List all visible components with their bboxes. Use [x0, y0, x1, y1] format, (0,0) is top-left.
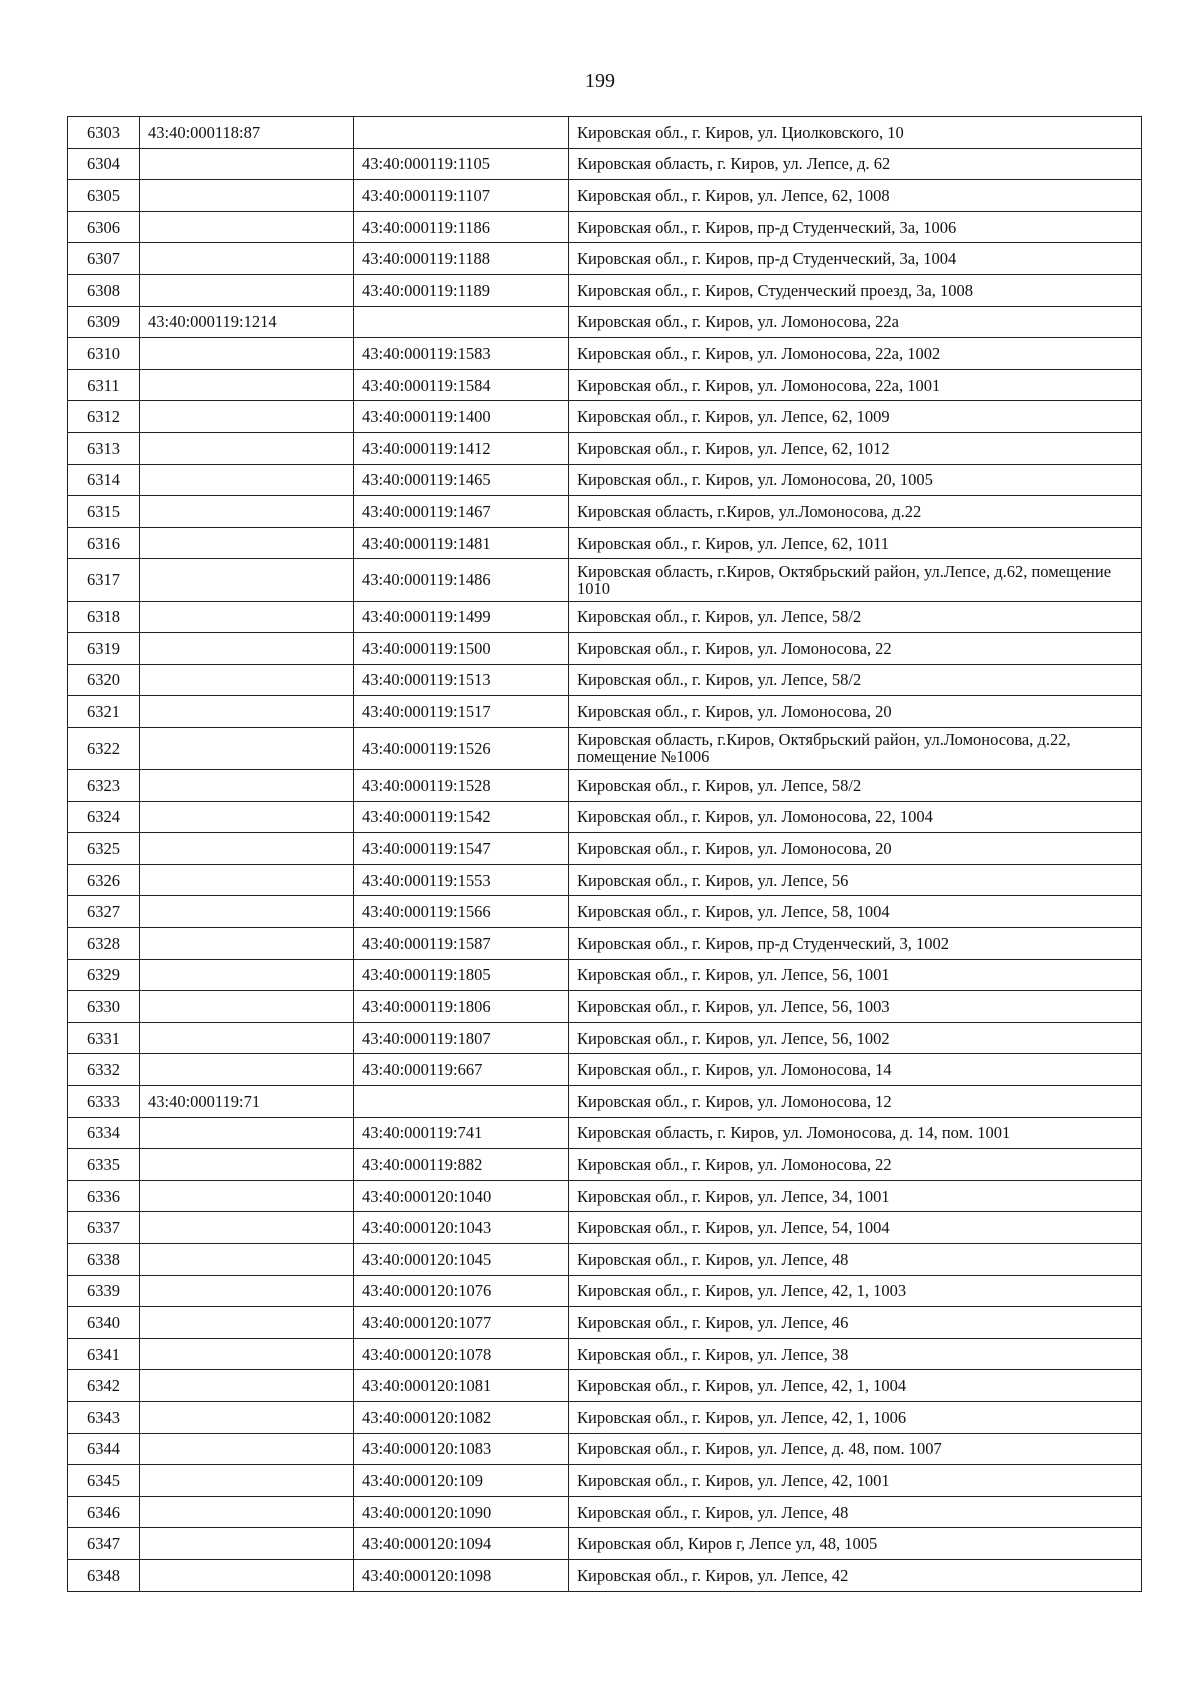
table-row	[68, 432, 1142, 464]
object-cadastral-number-cell: 43:40:000120:1043	[354, 1212, 569, 1244]
row-number-cell: 6329	[68, 959, 140, 991]
land-cadastral-number-cell	[140, 1149, 354, 1181]
row-number-cell: 6322	[68, 727, 140, 769]
address-cell: Кировская обл., г. Киров, ул. Циолковского, 10	[569, 117, 1142, 149]
land-cadastral-number-cell	[140, 180, 354, 212]
object-cadastral-number-cell: 43:40:000119:882	[354, 1149, 569, 1181]
address-cell: Кировская обл., г. Киров, ул. Лепсе, 62, 1011	[569, 527, 1142, 559]
row-number-cell: 6318	[68, 601, 140, 633]
table-row	[68, 1180, 1142, 1212]
address-cell: Кировская обл., г. Киров, ул. Ломоносова, 20, 1005	[569, 464, 1142, 496]
address-cell: Кировская обл., г. Киров, ул. Лепсе, 42, 1001	[569, 1465, 1142, 1497]
land-cadastral-number-cell	[140, 464, 354, 496]
address-cell: Кировская обл., г. Киров, ул. Лепсе, 42, 1, 1004	[569, 1370, 1142, 1402]
row-number-cell: 6306	[68, 211, 140, 243]
address-cell: Кировская обл., г. Киров, ул. Лепсе, д. 48, пом. 1007	[569, 1433, 1142, 1465]
land-cadastral-number-cell	[140, 1370, 354, 1402]
land-cadastral-number-cell: 43:40:000119:1214	[140, 306, 354, 338]
row-number-cell: 6348	[68, 1559, 140, 1591]
address-cell: Кировская обл., г. Киров, ул. Ломоносова, 22а	[569, 306, 1142, 338]
address-cell: Кировская обл., г. Киров, Студенческий проезд, 3а, 1008	[569, 274, 1142, 306]
table-row	[68, 1338, 1142, 1370]
address-cell: Кировская обл., г. Киров, ул. Ломоносова, 22а, 1001	[569, 369, 1142, 401]
land-cadastral-number-cell	[140, 1465, 354, 1497]
row-number-cell: 6336	[68, 1180, 140, 1212]
row-number-cell: 6323	[68, 770, 140, 802]
land-cadastral-number-cell	[140, 1496, 354, 1528]
table-row	[68, 1022, 1142, 1054]
object-cadastral-number-cell: 43:40:000119:1806	[354, 991, 569, 1023]
row-number-cell: 6334	[68, 1117, 140, 1149]
address-cell: Кировская область, г.Киров, Октябрьский район, ул.Ломоносова, д.22, помещение №1006	[569, 727, 1142, 769]
object-cadastral-number-cell: 43:40:000120:1081	[354, 1370, 569, 1402]
object-cadastral-number-cell: 43:40:000119:1583	[354, 338, 569, 370]
table-row	[68, 1149, 1142, 1181]
row-number-cell: 6344	[68, 1433, 140, 1465]
land-cadastral-number-cell	[140, 496, 354, 528]
table-row	[68, 1307, 1142, 1339]
address-cell: Кировская обл., г. Киров, ул. Лепсе, 58/2	[569, 601, 1142, 633]
object-cadastral-number-cell: 43:40:000120:1094	[354, 1528, 569, 1560]
table-row	[68, 559, 1142, 601]
address-cell: Кировская область, г. Киров, ул. Ломоносова, д. 14, пом. 1001	[569, 1117, 1142, 1149]
table-row	[68, 1086, 1142, 1118]
land-cadastral-number-cell	[140, 727, 354, 769]
row-number-cell: 6338	[68, 1243, 140, 1275]
row-number-cell: 6333	[68, 1086, 140, 1118]
table-row	[68, 117, 1142, 149]
object-cadastral-number-cell: 43:40:000119:1584	[354, 369, 569, 401]
row-number-cell: 6308	[68, 274, 140, 306]
land-cadastral-number-cell	[140, 959, 354, 991]
address-cell: Кировская обл., г. Киров, ул. Ломоносова, 14	[569, 1054, 1142, 1086]
address-cell: Кировская обл., г. Киров, ул. Ломоносова, 22	[569, 633, 1142, 665]
table-row	[68, 1370, 1142, 1402]
row-number-cell: 6337	[68, 1212, 140, 1244]
land-cadastral-number-cell	[140, 559, 354, 601]
land-cadastral-number-cell	[140, 1559, 354, 1591]
object-cadastral-number-cell: 43:40:000119:1412	[354, 432, 569, 464]
object-cadastral-number-cell: 43:40:000119:1188	[354, 243, 569, 275]
row-number-cell: 6305	[68, 180, 140, 212]
object-cadastral-number-cell: 43:40:000119:1486	[354, 559, 569, 601]
row-number-cell: 6314	[68, 464, 140, 496]
object-cadastral-number-cell: 43:40:000119:741	[354, 1117, 569, 1149]
row-number-cell: 6327	[68, 896, 140, 928]
table-row	[68, 180, 1142, 212]
land-cadastral-number-cell	[140, 338, 354, 370]
object-cadastral-number-cell	[354, 306, 569, 338]
object-cadastral-number-cell: 43:40:000120:1045	[354, 1243, 569, 1275]
table-row	[68, 991, 1142, 1023]
land-cadastral-number-cell	[140, 401, 354, 433]
table-row	[68, 369, 1142, 401]
address-cell: Кировская область, г.Киров, Октябрьский район, ул.Лепсе, д.62, помещение 1010	[569, 559, 1142, 601]
row-number-cell: 6331	[68, 1022, 140, 1054]
table-row	[68, 1401, 1142, 1433]
land-cadastral-number-cell	[140, 664, 354, 696]
page-number: 199	[585, 70, 615, 92]
object-cadastral-number-cell: 43:40:000119:1587	[354, 928, 569, 960]
address-cell: Кировская обл., г. Киров, ул. Лепсе, 56, 1001	[569, 959, 1142, 991]
land-cadastral-number-cell	[140, 833, 354, 865]
row-number-cell: 6310	[68, 338, 140, 370]
table-row	[68, 243, 1142, 275]
object-cadastral-number-cell	[354, 1086, 569, 1118]
table-row	[68, 1054, 1142, 1086]
table-row	[68, 664, 1142, 696]
land-cadastral-number-cell	[140, 1054, 354, 1086]
table-row	[68, 601, 1142, 633]
row-number-cell: 6311	[68, 369, 140, 401]
land-cadastral-number-cell	[140, 1243, 354, 1275]
land-cadastral-number-cell	[140, 1433, 354, 1465]
row-number-cell: 6345	[68, 1465, 140, 1497]
address-cell: Кировская обл., г. Киров, ул. Лепсе, 48	[569, 1496, 1142, 1528]
row-number-cell: 6304	[68, 148, 140, 180]
row-number-cell: 6342	[68, 1370, 140, 1402]
table-row	[68, 1243, 1142, 1275]
row-number-cell: 6326	[68, 864, 140, 896]
land-cadastral-number-cell	[140, 1401, 354, 1433]
land-cadastral-number-cell	[140, 1117, 354, 1149]
land-cadastral-number-cell: 43:40:000119:71	[140, 1086, 354, 1118]
address-cell: Кировская область, г.Киров, ул.Ломоносова, д.22	[569, 496, 1142, 528]
address-cell: Кировская обл., г. Киров, ул. Ломоносова, 22	[569, 1149, 1142, 1181]
table-row	[68, 696, 1142, 728]
object-cadastral-number-cell: 43:40:000119:1105	[354, 148, 569, 180]
address-cell: Кировская обл., г. Киров, ул. Лепсе, 58/2	[569, 770, 1142, 802]
table-row	[68, 1465, 1142, 1497]
object-cadastral-number-cell: 43:40:000120:1082	[354, 1401, 569, 1433]
table-row	[68, 833, 1142, 865]
table-row	[68, 727, 1142, 769]
address-cell: Кировская обл., г. Киров, ул. Лепсе, 42, 1, 1003	[569, 1275, 1142, 1307]
land-cadastral-number-cell	[140, 1212, 354, 1244]
address-cell: Кировская обл., г. Киров, ул. Лепсе, 56	[569, 864, 1142, 896]
row-number-cell: 6341	[68, 1338, 140, 1370]
object-cadastral-number-cell: 43:40:000119:1107	[354, 180, 569, 212]
land-cadastral-number-cell	[140, 369, 354, 401]
object-cadastral-number-cell: 43:40:000120:1098	[354, 1559, 569, 1591]
table-row	[68, 928, 1142, 960]
address-cell: Кировская обл, Киров г, Лепсе ул, 48, 1005	[569, 1528, 1142, 1560]
land-cadastral-number-cell	[140, 928, 354, 960]
object-cadastral-number-cell: 43:40:000119:1189	[354, 274, 569, 306]
land-cadastral-number-cell	[140, 527, 354, 559]
table-row	[68, 148, 1142, 180]
row-number-cell: 6340	[68, 1307, 140, 1339]
land-cadastral-number-cell	[140, 148, 354, 180]
address-cell: Кировская обл., г. Киров, ул. Лепсе, 58/2	[569, 664, 1142, 696]
land-cadastral-number-cell	[140, 991, 354, 1023]
row-number-cell: 6346	[68, 1496, 140, 1528]
object-cadastral-number-cell: 43:40:000119:1500	[354, 633, 569, 665]
table-row	[68, 1275, 1142, 1307]
table-body	[68, 117, 1142, 1592]
object-cadastral-number-cell: 43:40:000119:1499	[354, 601, 569, 633]
object-cadastral-number-cell: 43:40:000119:1553	[354, 864, 569, 896]
land-cadastral-number-cell	[140, 801, 354, 833]
object-cadastral-number-cell: 43:40:000120:1090	[354, 1496, 569, 1528]
row-number-cell: 6321	[68, 696, 140, 728]
land-cadastral-number-cell	[140, 211, 354, 243]
row-number-cell: 6303	[68, 117, 140, 149]
row-number-cell: 6316	[68, 527, 140, 559]
address-cell: Кировская обл., г. Киров, ул. Лепсе, 56, 1002	[569, 1022, 1142, 1054]
address-cell: Кировская обл., г. Киров, пр-д Студенческий, 3а, 1004	[569, 243, 1142, 275]
land-cadastral-number-cell	[140, 243, 354, 275]
land-cadastral-number-cell	[140, 1338, 354, 1370]
land-cadastral-number-cell	[140, 1275, 354, 1307]
row-number-cell: 6313	[68, 432, 140, 464]
table-row	[68, 401, 1142, 433]
address-cell: Кировская обл., г. Киров, ул. Лепсе, 62, 1012	[569, 432, 1142, 464]
row-number-cell: 6319	[68, 633, 140, 665]
address-cell: Кировская обл., г. Киров, ул. Лепсе, 58, 1004	[569, 896, 1142, 928]
table-row	[68, 1559, 1142, 1591]
land-cadastral-number-cell	[140, 896, 354, 928]
object-cadastral-number-cell: 43:40:000119:1547	[354, 833, 569, 865]
address-cell: Кировская обл., г. Киров, ул. Лепсе, 56, 1003	[569, 991, 1142, 1023]
table-row	[68, 464, 1142, 496]
address-cell: Кировская обл., г. Киров, ул. Лепсе, 38	[569, 1338, 1142, 1370]
row-number-cell: 6307	[68, 243, 140, 275]
object-cadastral-number-cell: 43:40:000119:667	[354, 1054, 569, 1086]
address-cell: Кировская обл., г. Киров, ул. Лепсе, 34, 1001	[569, 1180, 1142, 1212]
table-row	[68, 1433, 1142, 1465]
object-cadastral-number-cell: 43:40:000119:1465	[354, 464, 569, 496]
object-cadastral-number-cell: 43:40:000119:1467	[354, 496, 569, 528]
table-row	[68, 633, 1142, 665]
table-row	[68, 527, 1142, 559]
land-cadastral-number-cell	[140, 274, 354, 306]
address-cell: Кировская область, г. Киров, ул. Лепсе, д. 62	[569, 148, 1142, 180]
address-cell: Кировская обл., г. Киров, ул. Лепсе, 48	[569, 1243, 1142, 1275]
object-cadastral-number-cell: 43:40:000119:1805	[354, 959, 569, 991]
row-number-cell: 6343	[68, 1401, 140, 1433]
object-cadastral-number-cell: 43:40:000120:109	[354, 1465, 569, 1497]
cadastral-table	[67, 116, 1142, 1592]
address-cell: Кировская обл., г. Киров, ул. Ломоносова, 20	[569, 833, 1142, 865]
address-cell: Кировская обл., г. Киров, ул. Ломоносова, 20	[569, 696, 1142, 728]
table-row	[68, 770, 1142, 802]
table-row	[68, 338, 1142, 370]
object-cadastral-number-cell: 43:40:000120:1077	[354, 1307, 569, 1339]
row-number-cell: 6325	[68, 833, 140, 865]
table-row	[68, 896, 1142, 928]
object-cadastral-number-cell: 43:40:000119:1807	[354, 1022, 569, 1054]
address-cell: Кировская обл., г. Киров, ул. Ломоносова, 22а, 1002	[569, 338, 1142, 370]
object-cadastral-number-cell: 43:40:000119:1566	[354, 896, 569, 928]
address-cell: Кировская обл., г. Киров, ул. Ломоносова, 22, 1004	[569, 801, 1142, 833]
row-number-cell: 6312	[68, 401, 140, 433]
address-cell: Кировская обл., г. Киров, ул. Лепсе, 54, 1004	[569, 1212, 1142, 1244]
row-number-cell: 6324	[68, 801, 140, 833]
table-row	[68, 1496, 1142, 1528]
land-cadastral-number-cell	[140, 1307, 354, 1339]
land-cadastral-number-cell: 43:40:000118:87	[140, 117, 354, 149]
row-number-cell: 6309	[68, 306, 140, 338]
address-cell: Кировская обл., г. Киров, пр-д Студенческий, 3а, 1006	[569, 211, 1142, 243]
address-cell: Кировская обл., г. Киров, ул. Лепсе, 42, 1, 1006	[569, 1401, 1142, 1433]
land-cadastral-number-cell	[140, 633, 354, 665]
table-row	[68, 1528, 1142, 1560]
address-cell: Кировская обл., г. Киров, ул. Лепсе, 42	[569, 1559, 1142, 1591]
object-cadastral-number-cell: 43:40:000119:1400	[354, 401, 569, 433]
row-number-cell: 6330	[68, 991, 140, 1023]
object-cadastral-number-cell: 43:40:000120:1076	[354, 1275, 569, 1307]
table-row	[68, 306, 1142, 338]
row-number-cell: 6328	[68, 928, 140, 960]
object-cadastral-number-cell: 43:40:000120:1040	[354, 1180, 569, 1212]
object-cadastral-number-cell: 43:40:000119:1186	[354, 211, 569, 243]
row-number-cell: 6317	[68, 559, 140, 601]
object-cadastral-number-cell: 43:40:000120:1083	[354, 1433, 569, 1465]
row-number-cell: 6320	[68, 664, 140, 696]
table-row	[68, 211, 1142, 243]
row-number-cell: 6347	[68, 1528, 140, 1560]
object-cadastral-number-cell: 43:40:000119:1481	[354, 527, 569, 559]
object-cadastral-number-cell	[354, 117, 569, 149]
land-cadastral-number-cell	[140, 432, 354, 464]
row-number-cell: 6335	[68, 1149, 140, 1181]
object-cadastral-number-cell: 43:40:000119:1542	[354, 801, 569, 833]
table-row	[68, 801, 1142, 833]
land-cadastral-number-cell	[140, 1022, 354, 1054]
table-row	[68, 959, 1142, 991]
land-cadastral-number-cell	[140, 864, 354, 896]
address-cell: Кировская обл., г. Киров, ул. Ломоносова, 12	[569, 1086, 1142, 1118]
address-cell: Кировская обл., г. Киров, ул. Лепсе, 62, 1008	[569, 180, 1142, 212]
object-cadastral-number-cell: 43:40:000120:1078	[354, 1338, 569, 1370]
table-row	[68, 864, 1142, 896]
table-row	[68, 1117, 1142, 1149]
table-row	[68, 1212, 1142, 1244]
address-cell: Кировская обл., г. Киров, пр-д Студенческий, 3, 1002	[569, 928, 1142, 960]
address-cell: Кировская обл., г. Киров, ул. Лепсе, 46	[569, 1307, 1142, 1339]
row-number-cell: 6315	[68, 496, 140, 528]
land-cadastral-number-cell	[140, 601, 354, 633]
table-row	[68, 274, 1142, 306]
object-cadastral-number-cell: 43:40:000119:1513	[354, 664, 569, 696]
land-cadastral-number-cell	[140, 770, 354, 802]
object-cadastral-number-cell: 43:40:000119:1517	[354, 696, 569, 728]
land-cadastral-number-cell	[140, 1180, 354, 1212]
land-cadastral-number-cell	[140, 696, 354, 728]
land-cadastral-number-cell	[140, 1528, 354, 1560]
row-number-cell: 6332	[68, 1054, 140, 1086]
address-cell: Кировская обл., г. Киров, ул. Лепсе, 62, 1009	[569, 401, 1142, 433]
table-row	[68, 496, 1142, 528]
row-number-cell: 6339	[68, 1275, 140, 1307]
object-cadastral-number-cell: 43:40:000119:1526	[354, 727, 569, 769]
object-cadastral-number-cell: 43:40:000119:1528	[354, 770, 569, 802]
